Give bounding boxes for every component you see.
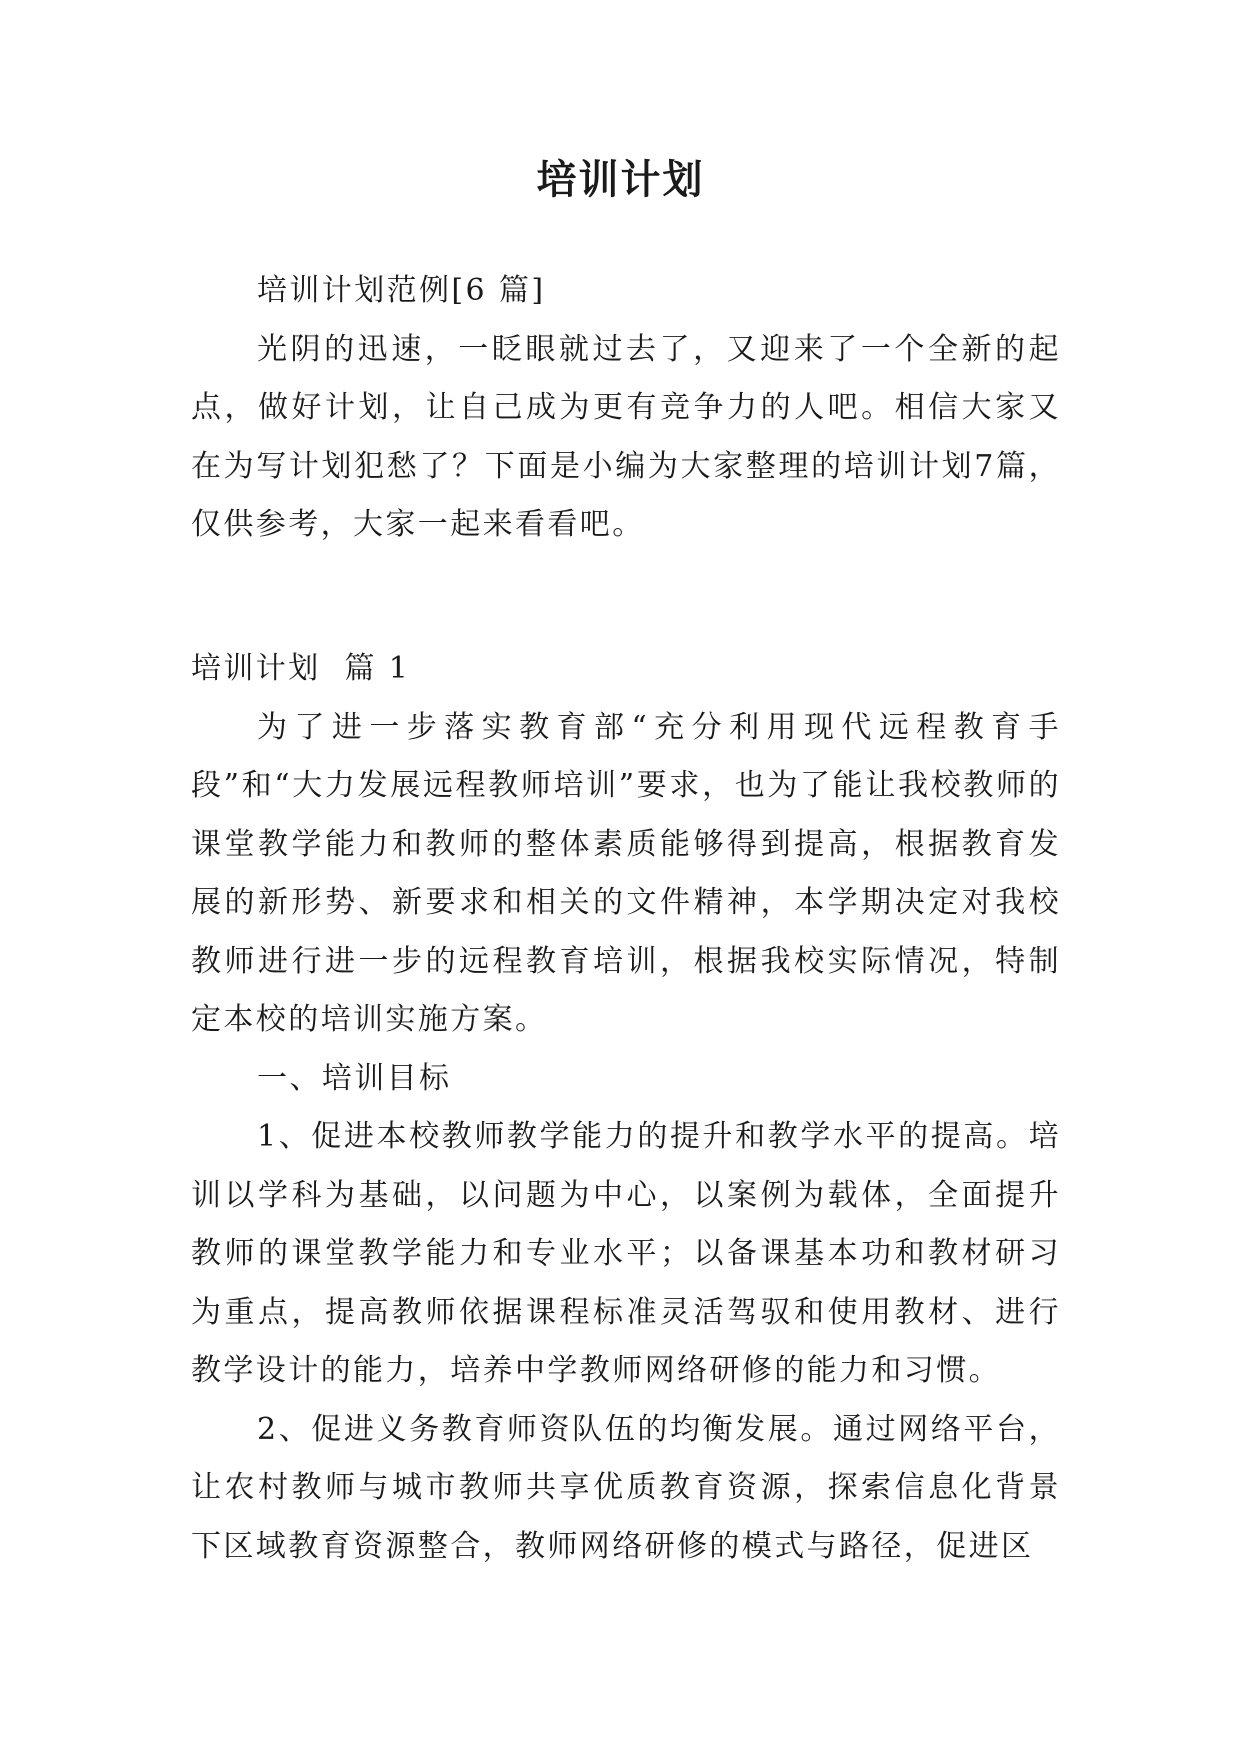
intro-subtitle: 培训计划范例[6 篇]: [257, 273, 546, 308]
goal-item-2: 2、促进义务教育师资队伍的均衡发展。通过网络平台，让农村教师与城市教师共享优质教育资源，探索信息化背景下区域教育资源整合，教师网络研修的模式与路径，促进区: [191, 1411, 1061, 1564]
intro-block: [191, 262, 1061, 555]
goal-item-1: 1、促进本校教师教学能力的提升和教学水平的提高。培训以学科为基础，以问题为中心，以案例为载体，全面提升教师的课堂教学能力和专业水平；以备课基本功和教材研习为重点，提高教师依据课程标准灵活驾驭和使用教材、进行教学设计的能力，培养中学教师网络研修的能力和习惯。: [191, 1119, 1061, 1388]
section-1: [191, 640, 1061, 1576]
goal-heading: 一、培训目标: [257, 1060, 452, 1096]
section-1-paragraph-1: 为了进一步落实教育部“充分利用现代远程教育手段”和“大力发展远程教师培训”要求，也为了能让我校教师的课堂教学能力和教师的整体素质能够得到提高，根据教育发展的新形势、新要求和相关的文件精神，本学期决定对我校教师进行进一步的远程教育培训，根据我校实际情况，特制定本校的培训实施方案。: [191, 709, 1061, 1037]
document-title: 培训计划: [536, 156, 705, 203]
intro-paragraph: 光阴的迅速，一眨眼就过去了，又迎来了一个全新的起点，做好计划，让自己成为更有竞争力的人吧。相信大家又在为写计划犯愁了？下面是小编为大家整理的培训计划7篇，仅供参考，大家一起来看看吧。: [191, 331, 1061, 542]
section-1-heading: 培训计划 篇 1: [191, 651, 411, 686]
